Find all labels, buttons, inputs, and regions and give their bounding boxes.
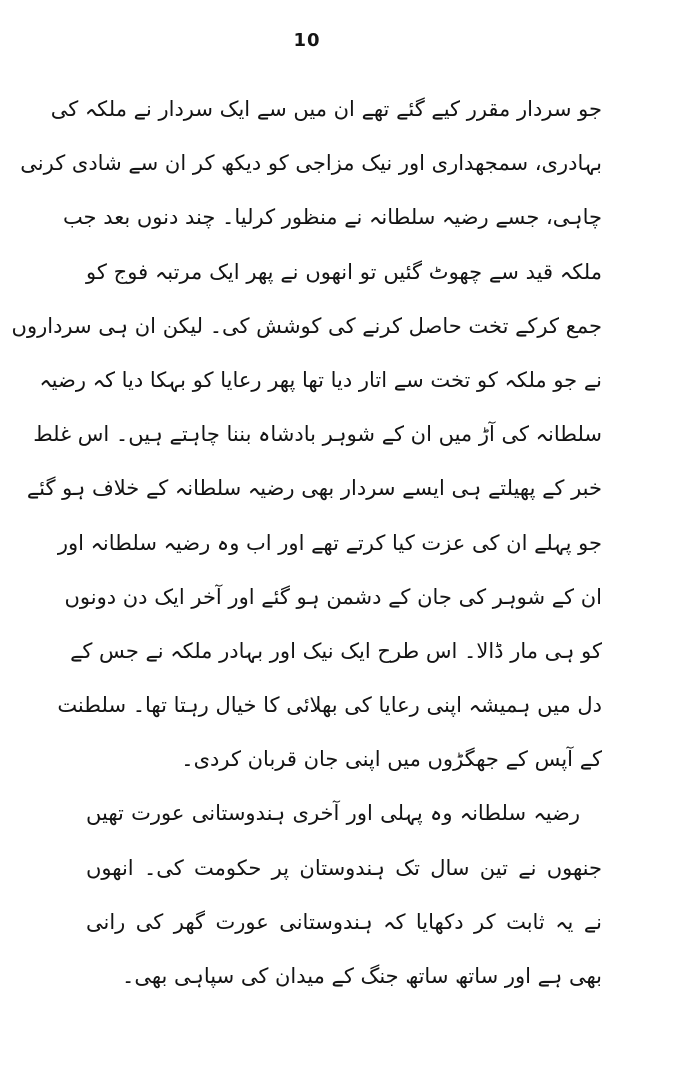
text-line: ان کے شوہر کی جان کے دشمن ہو گئے اور آخر ایک دن دونوں xyxy=(64,584,602,609)
text-line: کو ہی مار ڈالا۔ اس طرح ایک نیک اور بہادر ملکہ نے جس کے xyxy=(70,638,602,663)
text-line: ملکہ قید سے چھوٹ گئیں تو انھوں نے پھر ایک مرتبہ فوج کو xyxy=(86,259,602,284)
text-line: نے یہ ثابت کر دکھایا کہ ہندوستانی عورت گھر کی رانی xyxy=(86,909,602,934)
body-text xyxy=(11,82,602,1003)
text-line: جو سردار مقرر کیے گئے تھے ان میں سے ایک سردار نے ملکہ کی xyxy=(50,97,602,121)
text-line: جنھوں نے تین سال تک ہندوستان پر حکومت کی۔ انھوں xyxy=(86,855,602,880)
paragraph-1 xyxy=(11,82,602,786)
text-line: سلطانہ کی آڑ میں ان کے شوہر بادشاہ بننا چاہتے ہیں۔ اس غلط xyxy=(33,422,602,447)
text-line: دل میں ہمیشہ اپنی رعایا کی بھلائی کا خیال رہتا تھا۔ سلطنت xyxy=(57,693,602,718)
page-number: 10 xyxy=(293,30,321,51)
paragraph-2 xyxy=(86,786,602,1003)
text-line: جمع کرکے تخت حاصل کرنے کی کوشش کی۔ لیکن ان ہی سرداروں xyxy=(11,313,602,338)
text-line: چاہی، جسے رضیہ سلطانہ نے منظور کرلیا۔ چند دنوں بعد جب xyxy=(62,205,602,230)
text-line: کے آپس کے جھگڑوں میں اپنی جان قربان کردی۔ xyxy=(181,747,602,772)
text-line: جو پہلے ان کی عزت کیا کرتے تھے اور اب وہ رضیہ سلطانہ اور xyxy=(57,530,602,555)
text-line: نے جو ملکہ کو تخت سے اتار دیا تھا پھر رعایا کو بہکا دیا کہ رضیہ xyxy=(39,367,602,392)
text-line: خبر کے پھیلتے ہی ایسے سردار بھی رضیہ سلطانہ کے خلاف ہو گئے xyxy=(26,476,602,501)
text-line: بھی ہے اور ساتھ ساتھ جنگ کے میدان کی سپاہی بھی۔ xyxy=(122,964,602,988)
text-line: بہادری، سمجھداری اور نیک مزاجی کو دیکھ کر ان سے شادی کرنی xyxy=(20,151,602,176)
text-line: رضیہ سلطانہ وہ پہلی اور آخری ہندوستانی عورت تھیں xyxy=(86,801,580,826)
